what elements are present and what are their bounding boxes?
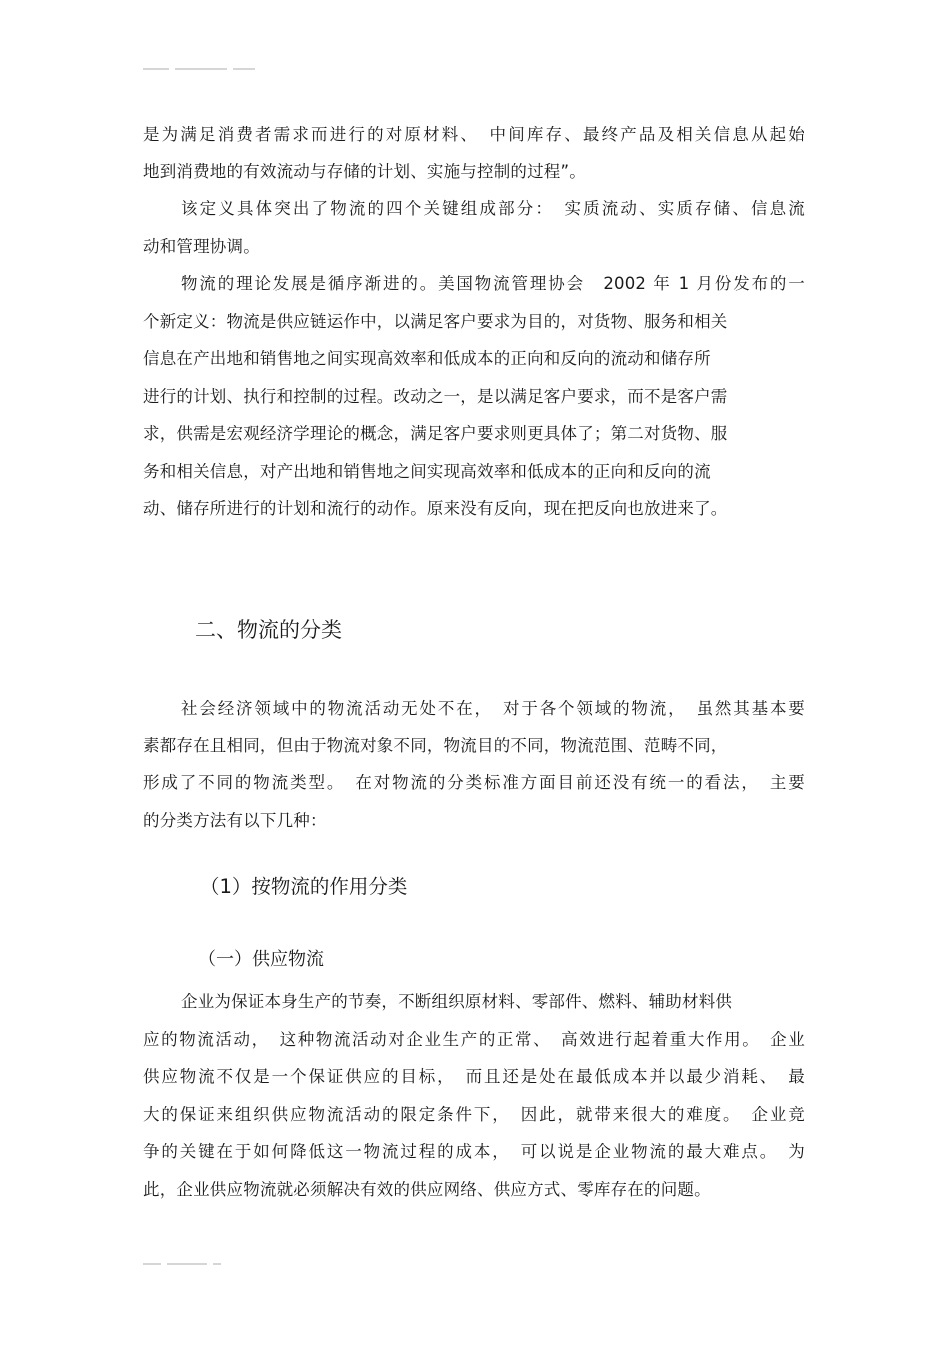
paragraph-line: 地到消费地的有效流动与存储的计划、实施与控制的过程”。 [143, 162, 586, 181]
paragraph-line: 应的物流活动， 这种物流活动对企业生产的正常、 高效进行起着重大作用。 企业 [143, 1030, 805, 1049]
paragraph-line: 争的关键在于如何降低这一物流过程的成本， 可以说是企业物流的最大难点。 为 [143, 1142, 805, 1161]
paragraph-line: 个新定义：物流是供应链运作中，以满足客户要求为目的，对货物、服务和相关 [143, 312, 728, 331]
paragraph-line: 求，供需是宏观经济学理论的概念，满足客户要求则更具体了；第二对货物、服 [143, 424, 728, 443]
paragraph-line: 的分类方法有以下几种： [143, 811, 327, 830]
paragraph-line: 信息在产出地和销售地之间实现高效率和低成本的正向和反向的流动和储存所 [143, 349, 711, 368]
paragraph-line: 进行的计划、执行和控制的过程。改动之一，是以满足客户要求，而不是客户需 [143, 387, 728, 406]
paragraph-line: 动和管理协调。 [143, 237, 260, 256]
paragraph-line: 形成了不同的物流类型。 在对物流的分类标准方面目前还没有统一的看法， 主要 [143, 773, 805, 792]
paragraph-line: 动、储存所进行的计划和流行的动作。原来没有反向，现在把反向也放进来了。 [143, 499, 728, 518]
paragraph-line: 素都存在且相同，但由于物流对象不同，物流目的不同，物流范围、范畴不同， [143, 736, 728, 755]
footer-watermark [143, 1263, 221, 1265]
paragraph-line: 是为满足消费者需求而进行的对原材料、 中间库存、最终产品及相关信息从起始 [143, 125, 805, 144]
section-heading: 二、物流的分类 [195, 618, 342, 642]
paragraph-line: 社会经济领域中的物流活动无处不在， 对于各个领域的物流， 虽然其基本要 [181, 699, 805, 718]
paragraph-line: 该定义具体突出了物流的四个关键组成部分： 实质流动、实质存储、信息流 [181, 199, 805, 218]
paragraph-line: 物流的理论发展是循序渐进的。美国物流管理协会 2002 年 1 月份发布的一 [181, 274, 805, 293]
paragraph-line: 供应物流不仅是一个保证供应的目标， 而且还是处在最低成本并以最少消耗、 最 [143, 1067, 805, 1086]
paragraph-line: 务和相关信息，对产出地和销售地之间实现高效率和低成本的正向和反向的流 [143, 462, 711, 481]
subsection-heading: （1）按物流的作用分类 [200, 875, 408, 898]
paragraph-line: 此，企业供应物流就必须解决有效的供应网络、供应方式、零库存在的问题。 [143, 1180, 711, 1199]
paragraph-line: 大的保证来组织供应物流活动的限定条件下， 因此，就带来很大的难度。 企业竞 [143, 1105, 805, 1124]
subsubsection-heading: （一）供应物流 [198, 949, 324, 970]
paragraph-line: 企业为保证本身生产的节奏，不断组织原材料、零部件、燃料、辅助材料供 [181, 992, 733, 1011]
header-watermark [143, 68, 255, 70]
